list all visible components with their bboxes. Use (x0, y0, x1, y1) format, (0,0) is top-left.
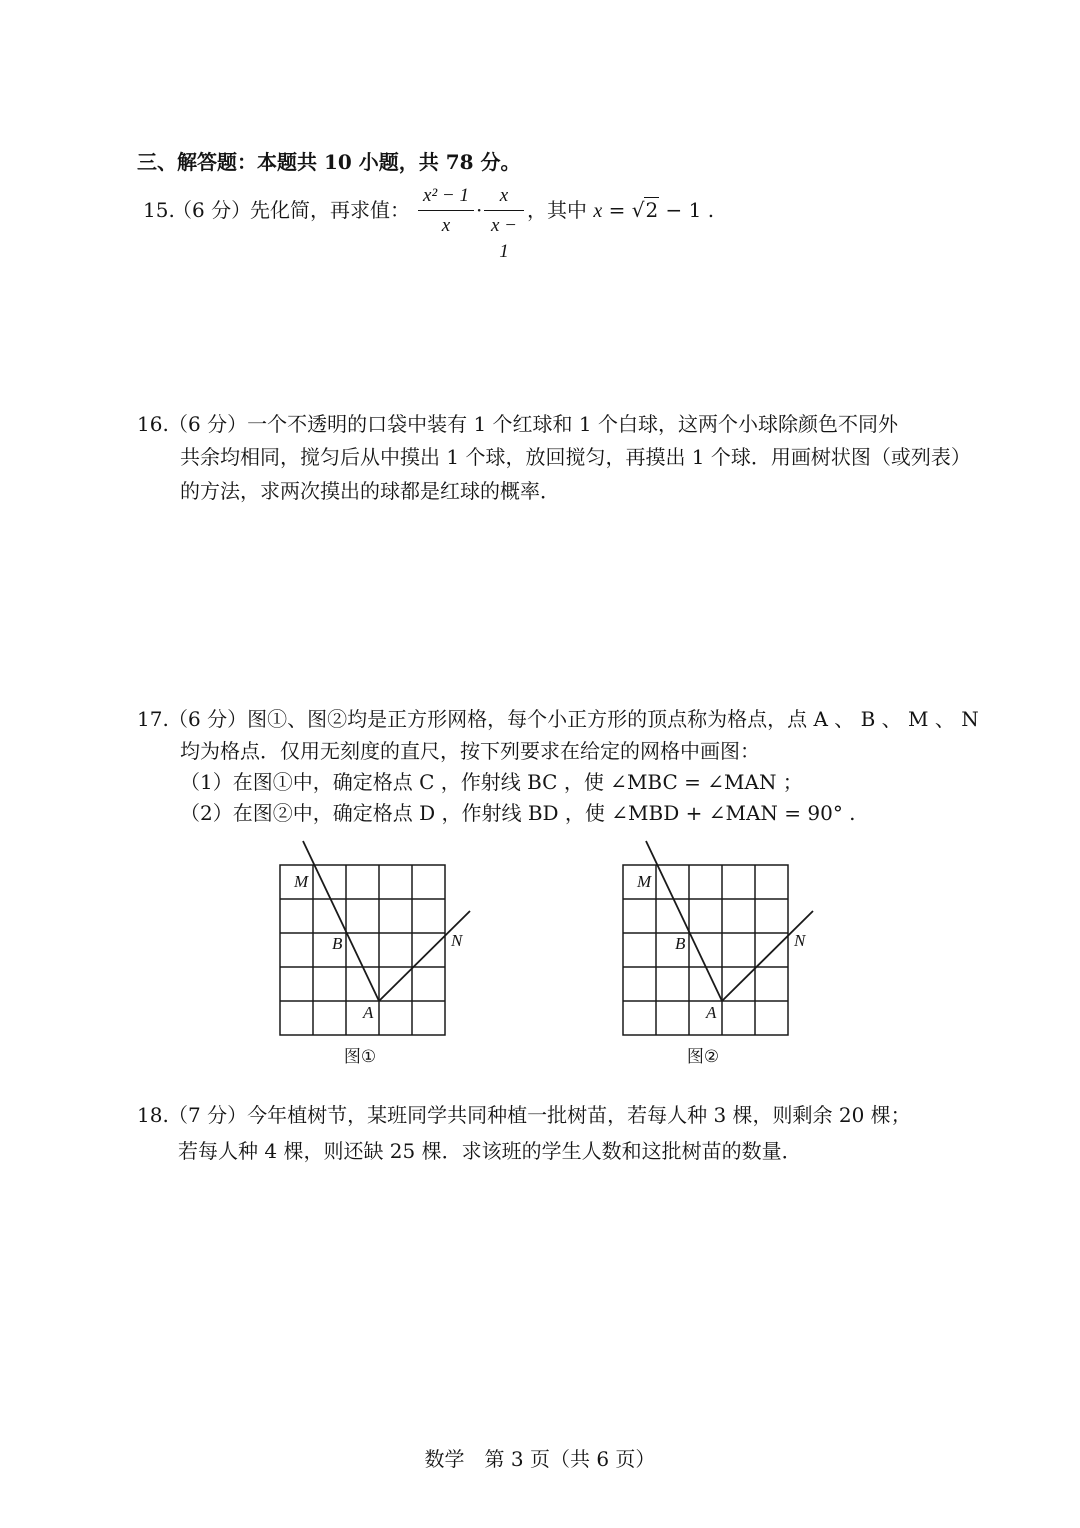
q15-score: （6 分） (172, 198, 252, 222)
ray-AN (379, 911, 470, 1001)
q15-frac2-denominator: x − 1 (490, 215, 517, 262)
ray-AN (722, 911, 813, 1001)
figure-caption-1: 图① (343, 1047, 377, 1067)
q15-prompt: 先化简，再求值： (250, 198, 410, 222)
label-B: B (675, 934, 686, 953)
q16-number: 16. (137, 412, 169, 436)
page-footer: 数学 第 3 页（共 6 页） (424, 1447, 656, 1471)
figure-caption-2: 图② (686, 1047, 720, 1067)
q15-condition (527, 195, 714, 226)
label-M: M (294, 872, 309, 891)
q16-line-3: 的方法，求两次摸出的球都是红球的概率． (180, 479, 560, 503)
q16-line-1: （6 分）一个不透明的口袋中装有 1 个红球和 1 个白球，这两个小球除颜色不同外 (168, 412, 898, 436)
q15-dot: · (476, 198, 483, 222)
q18-number: 18. (137, 1103, 169, 1127)
q15-cond-prefix: ，其中 (527, 198, 594, 222)
label-A: A (363, 1003, 374, 1022)
q15-frac1-numerator: x² − 1 (418, 184, 474, 211)
q17-line-2: 均为格点．仅用无刻度的直尺，按下列要求在给定的网格中画图： (180, 739, 760, 763)
q17-part-2: （2）在图②中，确定格点 D ，作射线 BD ，使 ∠MBD + ∠MAN = 90° . (180, 801, 856, 825)
q15-frac2-numerator: x (484, 184, 524, 211)
grid-figure-1 (270, 835, 485, 1075)
label-A: A (706, 1003, 717, 1022)
q17-number: 17. (137, 707, 169, 731)
q17-line-1: （6 分）图①、图②均是正方形网格，每个小正方形的顶点称为格点，点 A 、 B 、 M 、 N (168, 707, 979, 731)
label-B: B (332, 934, 343, 953)
q15-cond-radicand: 2 (645, 198, 659, 222)
q15-frac1-denominator: x (441, 215, 451, 236)
grid-figure-2 (613, 835, 828, 1075)
label-N: N (794, 931, 806, 950)
q18-line-1: （7 分）今年植树节，某班同学共同种植一批树苗，若每人种 3 棵，则剩余 20 棵； (168, 1103, 911, 1127)
q15-cond-tail: − 1 . (659, 198, 715, 222)
q15-cond-eq: = √ (602, 198, 645, 222)
q15-fraction-1 (418, 184, 474, 239)
q15-fraction-2 (484, 184, 524, 265)
q17-part-1: （1）在图①中，确定格点 C ，作射线 BC ，使 ∠MBC = ∠MAN ； (180, 770, 803, 794)
q15-number: 15. (143, 198, 175, 222)
q16-line-2: 共余均相同，搅匀后从中摸出 1 个球，放回搅匀，再摸出 1 个球．用画树状图（或列表） (180, 445, 971, 469)
label-N: N (451, 931, 463, 950)
q18-line-2: 若每人种 4 棵，则还缺 25 棵．求该班的学生人数和这批树苗的数量． (178, 1139, 802, 1163)
q15-cond-var: x (593, 200, 603, 222)
section-heading: 三、解答题：本题共 10 小题，共 78 分。 (137, 150, 521, 174)
label-M: M (637, 872, 652, 891)
